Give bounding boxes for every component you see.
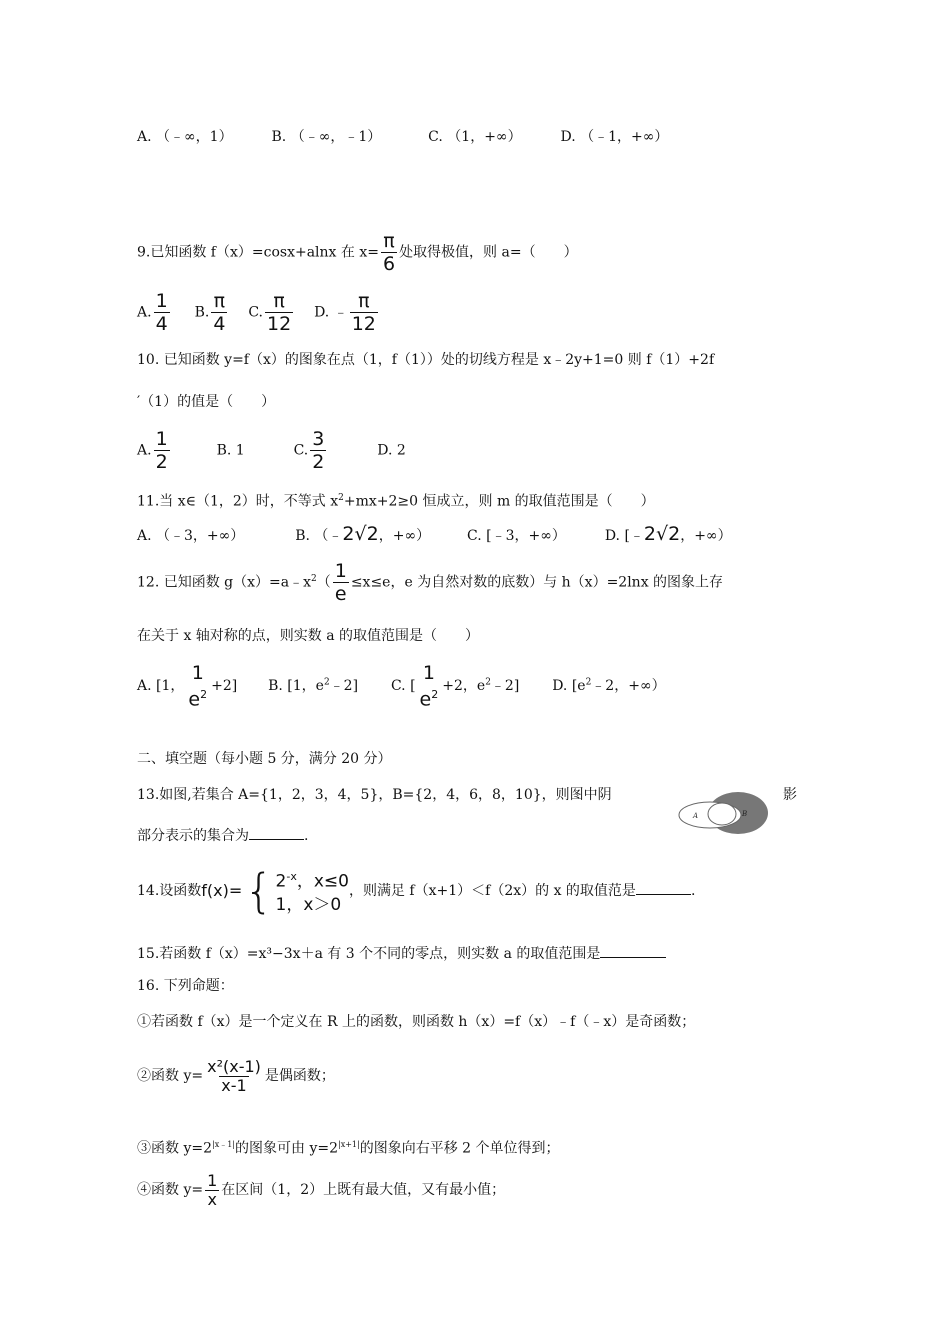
q16-item2-pre: ②函数 y= (137, 1068, 204, 1084)
q12-fraction (333, 560, 349, 605)
q9-c-den: 12 (266, 313, 292, 335)
q11-option-b-pre: B. （﹣ (295, 528, 343, 544)
q11-option-c: C. [﹣3，+∞） (467, 528, 566, 544)
q12-options (137, 662, 666, 710)
q9-b-den: 4 (213, 313, 226, 335)
q8-options (137, 127, 668, 147)
q14-stem-end: . (690, 883, 696, 899)
q13-line2 (137, 825, 308, 846)
q10-option-d: D. 2 (377, 442, 406, 459)
q12-c-num: 1 (422, 662, 435, 684)
q14-stem-post: ，则满足 f（x+1）＜f（2x）的 x 的取值范是 (348, 883, 636, 899)
q9-option-a-frac (154, 290, 170, 335)
q9-options (137, 290, 380, 335)
q9-frac-den: 6 (382, 253, 396, 275)
q10-option-b: B. 1 (216, 442, 245, 459)
q9-option-c-label: C. (248, 304, 263, 321)
q9-d-den: 12 (351, 313, 376, 335)
q14-case1-cond: ，x≤0 (296, 871, 349, 892)
q13-line1-end: 影 (783, 787, 797, 803)
venn-diagram (676, 787, 770, 839)
q12-option-c-frac (418, 662, 441, 710)
q12-option-b-post: ﹣2] (329, 678, 359, 695)
q11-sup: 2 (338, 493, 344, 503)
q12-stem-post: ≤x≤e，e 为自然对数的底数）与 h（x）=2lnx 的图象上存 (350, 574, 724, 591)
q16-item2 (137, 1050, 335, 1102)
q9-stem (137, 230, 578, 275)
q12-stem (137, 560, 723, 605)
q10-line2: ′（1）的值是（ ） (137, 394, 276, 410)
q16-item3 (137, 1135, 560, 1159)
q10-a-den: 2 (155, 451, 168, 473)
q14-brace: { (244, 864, 274, 918)
q14-piecewise (201, 863, 349, 919)
q16-item4-post: 在区间（1，2）上既有最大值，又有最小值； (221, 1182, 506, 1198)
q9-stem-pre: 9.已知函数 f（x）=cosx+alnx 在 x= (137, 244, 379, 261)
q12-a-num: 1 (191, 662, 204, 684)
q10-option-c-frac (310, 428, 326, 473)
q12-option-a-frac (186, 662, 209, 710)
q11-option-b-radical: 2√2 (342, 523, 379, 545)
q15-text: 15.若函数 f（x）=x³−3x＋a 有 3 个不同的零点，则实数 a 的取值范围是 (137, 946, 601, 962)
q12-sup: 2 (311, 573, 317, 584)
q11-option-a: A. （﹣3，+∞） (137, 528, 245, 544)
q12-stem-pre: 12. 已知函数 g（x）=a﹣x (137, 574, 311, 591)
q9-option-a-label: A. (137, 304, 152, 321)
q14-answer-blank (636, 880, 691, 895)
q13-answer-blank (249, 825, 304, 840)
q12-option-b: B. [1，e (268, 678, 324, 695)
q9-option-b-label: B. (194, 304, 210, 321)
q11-option-d-radical: 2√2 (643, 523, 681, 545)
q11-stem (137, 488, 655, 512)
q10-option-c-label: C. (293, 442, 309, 459)
q9-b-num: π (213, 290, 226, 312)
q9-d-num: π (358, 290, 370, 312)
q16-item3-exp1: |x﹣1| (212, 1140, 235, 1149)
q14-fx: f(x)= (201, 881, 243, 900)
q12-d-sup: 2 (585, 677, 592, 688)
q14-case1-base: 2 (275, 871, 287, 892)
q9-option-b-frac (211, 290, 227, 335)
q13-line2-text: 部分表示的集合为 (137, 828, 249, 844)
q12-c-den (418, 684, 441, 710)
q16-item3-post: 的图象向右平移 2 个单位得到； (359, 1140, 560, 1157)
q12-option-c-post: +2，e (442, 678, 486, 695)
q10-a-num: 1 (155, 428, 168, 450)
q12-option-a-post: +2] (211, 678, 238, 695)
q11-options (137, 524, 732, 546)
q14-cases (276, 865, 349, 918)
q13-line1: 13.如图,若集合 A={1，2，3，4，5}，B={2，4，6，8，10}，则图中阴 (137, 787, 612, 803)
q14-stem-pre: 14.设函数 (137, 883, 202, 899)
venn-label-b: B (742, 810, 748, 818)
q12-frac-den: e (334, 583, 347, 605)
q9-stem-post: 处取得极值，则 a=（ ） (399, 244, 578, 261)
q9-frac-num: π (383, 230, 395, 252)
q16-item2-den: x-1 (221, 1075, 247, 1095)
q8-option-d: D. （﹣1，+∞） (560, 129, 669, 145)
q16-item3-exp2: |x+1| (338, 1140, 360, 1149)
q9-a-den: 4 (155, 313, 168, 335)
q12-option-a-pre: A. [1， (137, 678, 185, 695)
section2-title: 二、填空题（每小题 5 分，满分 20 分） (137, 751, 392, 767)
q11-option-d-pre: D. [﹣ (604, 528, 644, 544)
q12-c-sup: 2 (485, 677, 491, 688)
q10-option-a-label: A. (137, 442, 152, 459)
q9-fraction (381, 230, 397, 275)
q11-stem-pre: 11.当 x∈（1，2）时，不等式 x (137, 493, 339, 510)
q12-c-den-exp: 2 (431, 688, 439, 701)
q12-option-d: D. [e (552, 678, 586, 695)
q12-frac-num: 1 (334, 560, 347, 582)
venn-label-a: A (693, 812, 699, 820)
q15-stem (137, 943, 666, 964)
q8-option-b: B. （﹣∞，﹣1） (271, 129, 382, 145)
q16-item2-num: x²(x-1) (207, 1056, 261, 1076)
q12-option-d-post: ﹣2，+∞） (591, 678, 666, 695)
q16-title: 16. 下列命题： (137, 978, 234, 994)
q12-a-den-exp: 2 (200, 688, 208, 701)
q14-case2: 1，x＞0 (275, 895, 342, 916)
q12-c-den-base: e (419, 688, 432, 711)
q16-item4-frac (205, 1172, 219, 1209)
q16-item4-den: x (207, 1189, 217, 1209)
q13-line2-end: . (304, 828, 309, 844)
q16-item4 (137, 1168, 505, 1212)
q9-a-num: 1 (155, 290, 168, 312)
q9-option-c-frac (265, 290, 293, 335)
q12-line2: 在关于 x 轴对称的点，则实数 a 的取值范围是（ ） (137, 628, 480, 644)
q9-c-num: π (273, 290, 285, 312)
q11-stem-post: +mx+2≥0 恒成立，则 m 的取值范围是（ ） (343, 493, 655, 510)
q12-option-c-pre: C. [ (390, 678, 416, 695)
q8-option-a: A. （﹣∞，1） (137, 129, 233, 145)
q11-option-d-post: ，+∞） (680, 528, 732, 544)
venn-intersection (708, 803, 736, 825)
q10-c-num: 3 (312, 428, 325, 450)
q10-option-a-frac (154, 428, 170, 473)
q9-option-d-label: D. ﹣ (314, 304, 348, 321)
q12-a-den (186, 684, 209, 710)
q12-option-c-end: ﹣2] (490, 678, 520, 695)
q8-option-c: C. （1，+∞） (428, 129, 522, 145)
q9-option-d-frac (350, 290, 378, 335)
q14-stem (137, 863, 695, 919)
q16-item4-pre: ④函数 y= (137, 1182, 204, 1198)
q15-answer-blank (600, 943, 666, 958)
q10-line1: 10. 已知函数 y=f（x）的图象在点（1，f（1））处的切线方程是 x﹣2y+1=0 则 f（1）+2f (137, 352, 715, 368)
q16-item3-pre: ③函数 y=2 (137, 1140, 212, 1157)
q12-stem-mid: （ (316, 574, 331, 591)
q11-option-b-post: ，+∞） (378, 528, 431, 544)
q12-a-den-base: e (188, 688, 201, 711)
q16-item1: ①若函数 f（x）是一个定义在 R 上的函数，则函数 h（x）=f（x）﹣f（﹣x）是奇函数； (137, 1014, 696, 1030)
q10-options (137, 428, 406, 473)
q12-b-sup: 2 (323, 677, 330, 688)
q16-item2-post: 是偶函数； (264, 1068, 335, 1084)
q14-case1-exp: -x (286, 869, 297, 883)
q16-item3-mid: 的图象可由 y=2 (235, 1140, 338, 1157)
q16-item2-frac (205, 1058, 263, 1095)
q16-item4-num: 1 (207, 1170, 218, 1190)
q14-case1 (276, 865, 349, 894)
q10-c-den: 2 (312, 451, 325, 473)
